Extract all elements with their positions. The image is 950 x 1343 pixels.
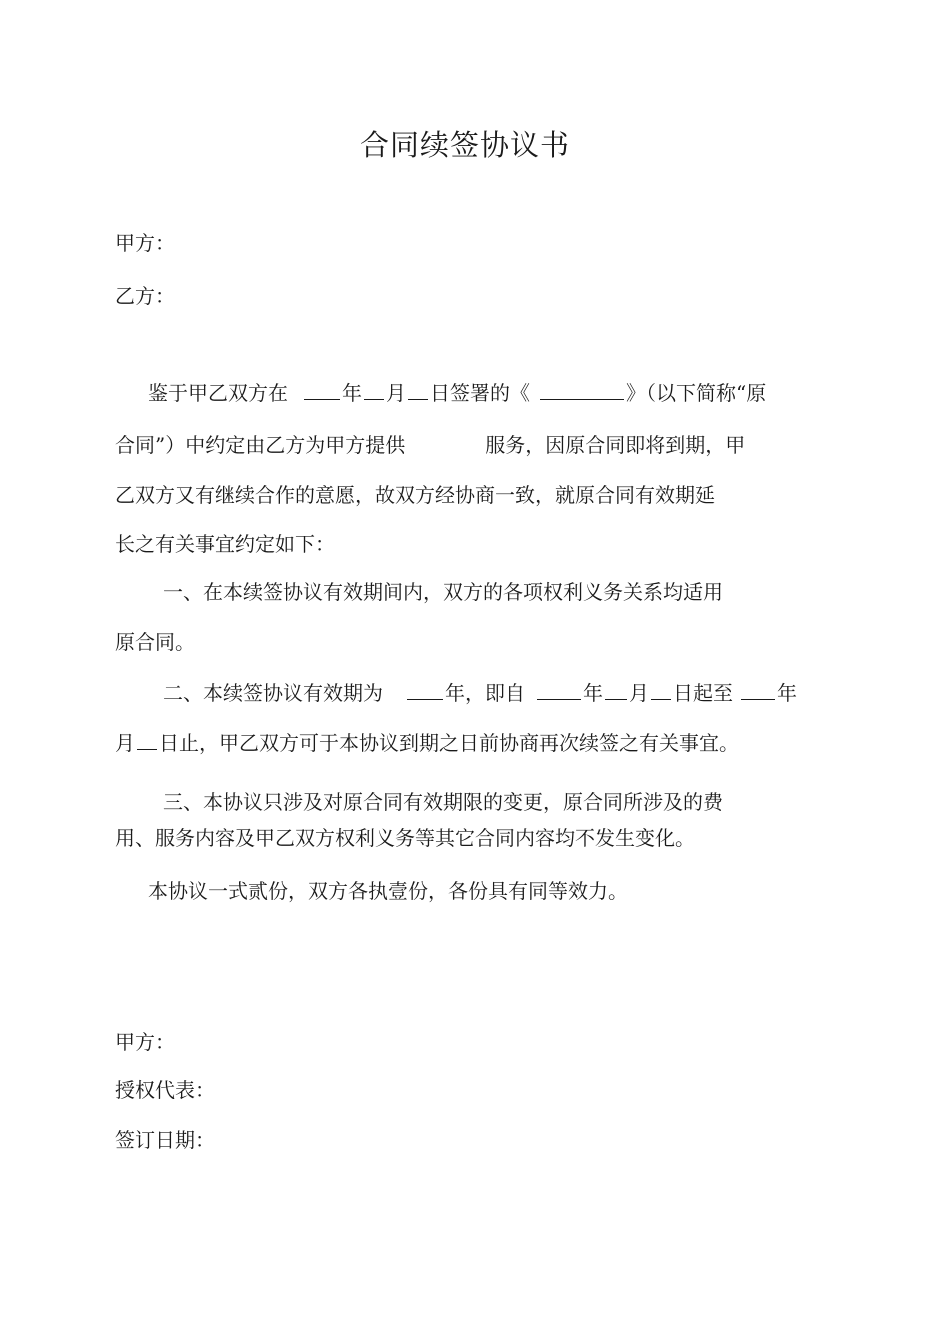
signature-party-a: 甲方： (115, 1030, 175, 1054)
intro-text: 合同”）中约定由乙方为甲方提供 (115, 433, 406, 457)
clause-1-line-2: 原合同。 (115, 630, 195, 654)
intro-line-2 (115, 433, 745, 457)
intro-line-4: 长之有关事宜约定如下： (115, 532, 335, 556)
intro-line-1 (148, 381, 766, 405)
blank-field (407, 681, 443, 700)
copies-statement: 本协议一式贰份，双方各执壹份，各份具有同等效力。 (148, 879, 628, 903)
blank-field (408, 381, 428, 400)
intro-text: 》（以下简称“原 (626, 381, 767, 405)
month-unit: 月 (115, 731, 135, 755)
clause-3-line-2: 用、服务内容及甲乙双方权利义务等其它合同内容均不发生变化。 (115, 826, 695, 850)
blank-field (651, 681, 671, 700)
blank-field (364, 381, 384, 400)
intro-line-3: 乙双方又有继续合作的意愿，故双方经协商一致，就原合同有效期延 (115, 483, 715, 507)
blank-field (137, 731, 157, 750)
year-unit: 年 (777, 681, 797, 705)
blank-field (605, 681, 627, 700)
clause-2-line-1 (163, 681, 797, 705)
blank-field (537, 681, 581, 700)
clause-text: 二、本续签协议有效期为 (163, 681, 383, 705)
signature-date: 签订日期： (115, 1128, 215, 1152)
year-unit: 年 (342, 381, 362, 405)
intro-text: 服务，因原合同即将到期，甲 (485, 433, 746, 457)
clause-text: 日止，甲乙双方可于本协议到期之日前协商再次续签之有关事宜。 (159, 731, 739, 755)
clause-text: 年，即自 (445, 681, 525, 705)
clause-3-line-1: 三、本协议只涉及对原合同有效期限的变更，原合同所涉及的费 (163, 790, 723, 814)
year-unit: 年 (583, 681, 603, 705)
intro-text: 日签署的《 (430, 381, 530, 405)
month-unit: 月 (629, 681, 649, 705)
intro-text: 鉴于甲乙双方在 (148, 381, 288, 405)
clause-1-line-1: 一、在本续签协议有效期间内，双方的各项权利义务关系均适用 (163, 580, 723, 604)
page-title: 合同续签协议书 (359, 128, 570, 162)
clause-2-line-2 (115, 731, 739, 755)
party-b-label: 乙方： (115, 284, 175, 308)
signature-representative: 授权代表： (115, 1078, 215, 1102)
month-unit: 月 (386, 381, 406, 405)
blank-field (540, 381, 624, 400)
blank-field (304, 381, 340, 400)
blank-field (741, 681, 775, 700)
clause-text: 日起至 (673, 681, 733, 705)
party-a-label: 甲方： (115, 231, 175, 255)
